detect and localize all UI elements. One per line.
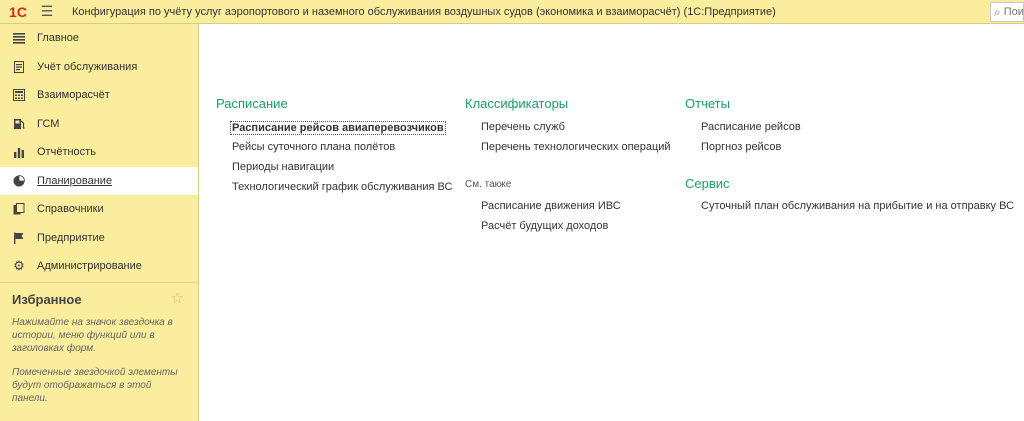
sidebar-item-label: Планирование xyxy=(37,174,113,187)
bar-chart-icon xyxy=(12,145,26,159)
sidebar-item-label: Отчётность xyxy=(37,146,96,159)
sidebar-item-label: Взаиморасчёт xyxy=(37,89,110,102)
link-services-list[interactable]: Перечень служб xyxy=(481,121,565,133)
books-icon xyxy=(12,202,26,216)
group-title-reports: Отчеты xyxy=(685,96,730,111)
sidebar-item-main[interactable] xyxy=(0,24,198,53)
link-operations-list[interactable]: Перечень технологических операций xyxy=(481,141,671,153)
list-icon xyxy=(12,31,26,45)
hamburger-icon[interactable]: ☰ xyxy=(40,3,54,19)
search-icon: ⌕ xyxy=(994,4,1001,19)
logo-text: 1С xyxy=(9,3,27,20)
pie-chart-icon xyxy=(12,174,26,188)
link-navigation-periods[interactable]: Периоды навигации xyxy=(232,161,335,173)
favorites-title: Избранное xyxy=(12,292,82,307)
search-field[interactable] xyxy=(990,2,1024,22)
flag-icon xyxy=(12,231,26,245)
star-icon[interactable]: ☆ xyxy=(170,290,184,307)
link-carrier-schedule[interactable]: Расписание рейсов авиаперевозчиков xyxy=(232,122,444,134)
fuel-icon xyxy=(12,117,26,131)
sidebar-item-service-accounting[interactable] xyxy=(0,53,198,82)
window-title: Конфигурация по учёту услуг аэропортового и наземного обслуживания воздушных судов (экономика и взаиморасчёт) (1С:Предприятие) xyxy=(72,5,776,18)
link-future-income[interactable]: Расчёт будущих доходов xyxy=(481,220,609,232)
sidebar-item-label: Администрирование xyxy=(37,260,142,273)
sidebar-item-reporting[interactable] xyxy=(0,138,198,167)
favorites-panel xyxy=(0,282,198,421)
sidebar-item-label: Справочники xyxy=(37,203,104,216)
app-logo[interactable] xyxy=(4,0,32,24)
see-also-label: См. также xyxy=(465,179,512,190)
sidebar-item-catalogs[interactable] xyxy=(0,195,198,224)
sidebar-item-label: Предприятие xyxy=(37,231,105,244)
sidebar-item-administration[interactable] xyxy=(0,252,198,281)
group-title-service: Сервис xyxy=(685,176,730,191)
calculator-icon xyxy=(12,88,26,102)
sidebar-item-label: ГСМ xyxy=(37,117,60,130)
sidebar-item-label: Главное xyxy=(37,32,80,45)
link-ivs-schedule[interactable]: Расписание движения ИВС xyxy=(481,200,621,212)
sidebar-item-settlements[interactable] xyxy=(0,81,198,110)
link-flight-forecast[interactable]: Поргноз рейсов xyxy=(701,141,782,153)
gear-icon: ⚙ xyxy=(13,258,25,274)
link-daily-flights[interactable]: Рейсы суточного плана полётов xyxy=(232,141,396,153)
sidebar-item-enterprise[interactable] xyxy=(0,224,198,253)
link-flight-schedule-report[interactable]: Расписание рейсов xyxy=(701,121,801,133)
search-input[interactable] xyxy=(1004,6,1024,18)
section-content xyxy=(200,25,1024,421)
group-title-schedule: Расписание xyxy=(216,96,288,111)
favorites-hint: Нажимайте на значок звездочка в истории, меню функций или в заголовках форм. xyxy=(12,317,173,354)
sidebar-item-planning[interactable] xyxy=(0,167,198,196)
sidebar-item-label: Учёт обслуживания xyxy=(37,60,138,73)
sections-panel xyxy=(0,24,199,421)
document-icon xyxy=(12,60,26,74)
link-service-schedule[interactable]: Технологический график обслуживания ВС xyxy=(232,181,453,193)
favorites-hint: Помеченные звездочкой элементы будут отображаться в этой панели. xyxy=(12,367,178,404)
sidebar-item-fuel[interactable] xyxy=(0,110,198,139)
group-title-classifiers: Классификаторы xyxy=(465,96,569,111)
title-bar xyxy=(0,0,1024,24)
link-daily-service-plan[interactable]: Суточный план обслуживания на прибытие и на отправку ВС xyxy=(701,200,1015,212)
